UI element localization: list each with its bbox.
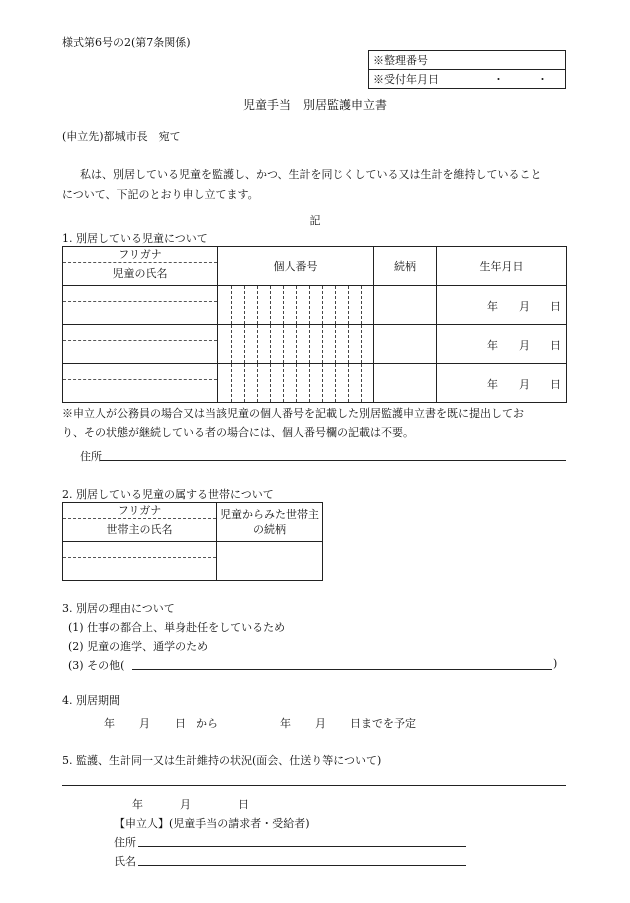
household-table xyxy=(62,502,323,581)
child-name-cell-1[interactable] xyxy=(63,286,218,325)
birth-cell-2[interactable] xyxy=(437,325,567,364)
furigana-header: フリガナ xyxy=(63,503,216,519)
head-name-cell[interactable] xyxy=(63,542,217,581)
my-number-header: 個人番号 xyxy=(218,247,374,286)
children-name-header xyxy=(63,247,218,286)
from-day: 日 xyxy=(175,717,186,730)
child-name-header: 児童の氏名 xyxy=(112,267,168,280)
reason-1[interactable]: (1) 仕事の都合上、単身赴任をしているため xyxy=(68,621,286,634)
to-day: 日までを予定 xyxy=(350,717,416,730)
ki-label: 記 xyxy=(309,214,321,227)
month-unit: 月 xyxy=(519,339,530,352)
relation-header-line2: の続柄 xyxy=(253,523,286,536)
reason-close-paren: ) xyxy=(553,657,558,670)
footer-day: 日 xyxy=(238,798,249,811)
intro-line-1: 私は、別居している児童を監護し、かつ、生計を同じくしている又は生計を維持していること xyxy=(80,168,542,181)
household-relation-header xyxy=(217,503,323,542)
month-unit: 月 xyxy=(519,378,530,391)
household-name-header xyxy=(63,503,217,542)
received-dots: ・ ・ xyxy=(493,73,548,86)
day-unit: 日 xyxy=(550,339,561,352)
my-number-cell-1[interactable] xyxy=(218,286,374,325)
received-label: ※受付年月日 xyxy=(373,73,439,86)
children-table xyxy=(62,246,567,403)
head-name-header: 世帯主の氏名 xyxy=(106,523,173,536)
relation-header-line1: 児童からみた世帯主 xyxy=(220,508,319,521)
page-title: 児童手当 別居監護申立書 xyxy=(242,98,387,112)
child-name-cell-3[interactable] xyxy=(63,364,218,403)
mynumber-note-1: ※申立人が公務員の場合又は当該児童の個人番号を記載した別居監護申立書を既に提出してお xyxy=(62,407,524,420)
child-row-3 xyxy=(63,364,567,403)
head-relation-cell[interactable] xyxy=(217,542,323,581)
reason-2[interactable]: (2) 児童の進学、通学のため xyxy=(68,640,209,653)
from-year: 年 xyxy=(104,717,115,730)
child-row-2 xyxy=(63,325,567,364)
addressee: (申立先)都城市長 宛て xyxy=(62,130,181,143)
footer-month: 月 xyxy=(180,798,191,811)
birth-cell-3[interactable] xyxy=(437,364,567,403)
day-unit: 日 xyxy=(550,300,561,313)
applicant-name-label: 氏名 xyxy=(114,855,136,868)
applicant-name-line[interactable] xyxy=(138,865,466,866)
month-unit: 月 xyxy=(519,300,530,313)
applicant-label: 【申立人】(児童手当の請求者・受給者) xyxy=(114,817,310,830)
day-unit: 日 xyxy=(550,378,561,391)
my-number-cell-2[interactable] xyxy=(218,325,374,364)
year-unit: 年 xyxy=(487,378,498,391)
reason-other-line[interactable] xyxy=(132,669,552,670)
year-unit: 年 xyxy=(487,339,498,352)
section5-title: 5. 監護、生計同一又は生計維持の状況(面会、仕送り等について) xyxy=(62,754,382,767)
furigana-header: フリガナ xyxy=(63,247,217,263)
section2-title: 2. 別居している児童の属する世帯について xyxy=(62,488,274,501)
mynumber-note-2: り、その状態が継続している者の場合には、個人番号欄の記載は不要。 xyxy=(62,426,414,439)
birth-cell-1[interactable] xyxy=(437,286,567,325)
applicant-address-label: 住所 xyxy=(114,836,136,849)
form-code: 様式第6号の2(第7条関係) xyxy=(62,36,191,49)
from-month: 月 xyxy=(139,717,150,730)
applicant-address-line[interactable] xyxy=(138,846,466,847)
relation-cell-1[interactable] xyxy=(374,286,437,325)
from-suffix: から xyxy=(196,717,218,730)
section1-title: 1. 別居している児童について xyxy=(62,232,208,245)
year-unit: 年 xyxy=(487,300,498,313)
relation-header: 続柄 xyxy=(374,247,437,286)
child-name-cell-2[interactable] xyxy=(63,325,218,364)
address-line[interactable] xyxy=(100,460,566,461)
intro-line-2: について、下記のとおり申し立てます。 xyxy=(62,188,259,201)
status-line[interactable] xyxy=(62,785,566,786)
birth-header: 生年月日 xyxy=(437,247,567,286)
to-month: 月 xyxy=(315,717,326,730)
to-year: 年 xyxy=(280,717,291,730)
ref-no-field[interactable]: ※整理番号 xyxy=(369,51,566,70)
section3-title: 3. 別居の理由について xyxy=(62,602,175,615)
child-row-1 xyxy=(63,286,567,325)
office-use-box xyxy=(368,50,566,89)
received-date-field[interactable] xyxy=(369,70,566,89)
my-number-cell-3[interactable] xyxy=(218,364,374,403)
address-label: 住所 xyxy=(80,450,102,463)
relation-cell-2[interactable] xyxy=(374,325,437,364)
section4-title: 4. 別居期間 xyxy=(62,694,120,707)
relation-cell-3[interactable] xyxy=(374,364,437,403)
footer-year: 年 xyxy=(132,798,143,811)
reason-3[interactable]: (3) その他( xyxy=(68,659,125,672)
